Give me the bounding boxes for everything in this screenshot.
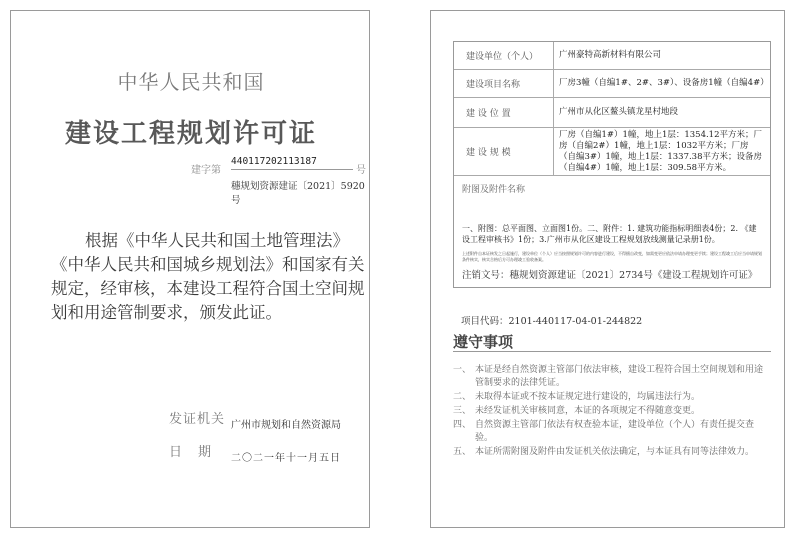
item-number: 二、: [453, 392, 472, 402]
list-item: [453, 364, 771, 390]
date-value: 二〇二一年十一月五日: [231, 453, 341, 464]
row-value: 厂房3幢（自编1#、2#、3#）、设备房1幢（自编4#）: [559, 78, 769, 88]
certificate-title: 建设工程规划许可证: [64, 119, 317, 149]
attachments-section: [454, 176, 770, 287]
row-label: 建设项目名称: [454, 70, 554, 97]
row-label: 建 设 规 模: [454, 128, 554, 175]
table-row: [454, 70, 770, 98]
zi-suffix: 号: [356, 165, 366, 176]
country-name: 中华人民共和国: [117, 70, 265, 94]
list-item: [453, 405, 771, 418]
issuer-label: 发证机关: [169, 412, 226, 427]
legal-basis-text: 根据《中华人民共和国土地管理法》《中华人民共和国城乡规划法》和国家有关规定，经审核，本建设工程符合国土空间规划和用途管制要求，颁发此证。: [51, 231, 365, 322]
list-item: [453, 391, 771, 404]
row-value: 厂房（自编1#）1幢，地上1层：1354.12平方米；厂房（自编2#）1幢，地上1层：1032平方米；厂房（自编3#）1幢，地上1层：1337.38平方米；设备房（自编4#）1幢，地上1层：309.58平方米。: [559, 129, 762, 173]
table-row: [454, 98, 770, 128]
row-value: 广州豪特高新材料有限公司: [559, 50, 662, 60]
attachments-label: 附图及附件名称: [462, 185, 526, 195]
project-code: 项目代码：2101-440117-04-01-244822: [461, 316, 643, 327]
cancellation-number: 注销文号：穗规划资源建证〔2021〕2734号《建设工程规划许可证》: [462, 270, 758, 281]
certificate-details-page: [430, 10, 785, 528]
zi-prefix: 建字第: [191, 165, 221, 176]
permit-number: 穗规划资源建证〔2021〕5920号: [231, 181, 365, 206]
item-number: 三、: [453, 406, 472, 416]
table-row: [454, 42, 770, 70]
fine-print: 上述附件自本证核发之日起施行，建设单位（个人）应当按照规划许可的内容进行建设，不得擅自改变，如需变更应依法申请办理变更手续；建设工程竣工后应当申请规划条件核实，核实合格后方可办理竣工验收备案。: [462, 251, 762, 262]
item-text: 本证所需附图及附件由发证机关依法确定，与本证具有同等法律效力。: [475, 447, 755, 457]
item-number: 一、: [453, 365, 472, 375]
attachments-text: 一、附图：总平面图、立面图1份。二、附件：1. 建筑功能指标明细表4份；2. 《建设工程审核书》1份；3.广州市从化区建设工程规划放线测量记录册1份。: [462, 224, 757, 244]
list-item: [453, 446, 771, 459]
details-table: [453, 41, 771, 288]
item-text: 本证是经自然资源主管部门依法审核，建设工程符合国土空间规划和用途管制要求的法律凭证。: [475, 365, 764, 388]
notice-list: [453, 364, 771, 460]
certificate-front-page: [10, 10, 370, 528]
date-label: 日期: [169, 445, 228, 460]
item-number: 五、: [453, 447, 472, 457]
item-text: 未经发证机关审核同意，本证的各项规定不得随意变更。: [475, 406, 701, 416]
item-number: 四、: [453, 420, 472, 430]
row-label: 建设单位（个人）: [454, 42, 554, 69]
table-row: [454, 128, 770, 176]
item-text: 自然资源主管部门依法有权查验本证，建设单位（个人）有责任提交查验。: [475, 420, 755, 443]
list-item: [453, 419, 771, 445]
item-text: 未取得本证或不按本证规定进行建设的，均属违法行为。: [475, 392, 701, 402]
row-value: 广州市从化区鳌头镇龙星村地段: [559, 107, 679, 117]
zi-number: 440117202113187: [231, 156, 353, 170]
row-label: 建 设 位 置: [454, 98, 554, 127]
divider: [453, 351, 771, 352]
issuer-value: 广州市规划和自然资源局: [231, 420, 341, 431]
notice-title: 遵守事项: [453, 333, 514, 351]
